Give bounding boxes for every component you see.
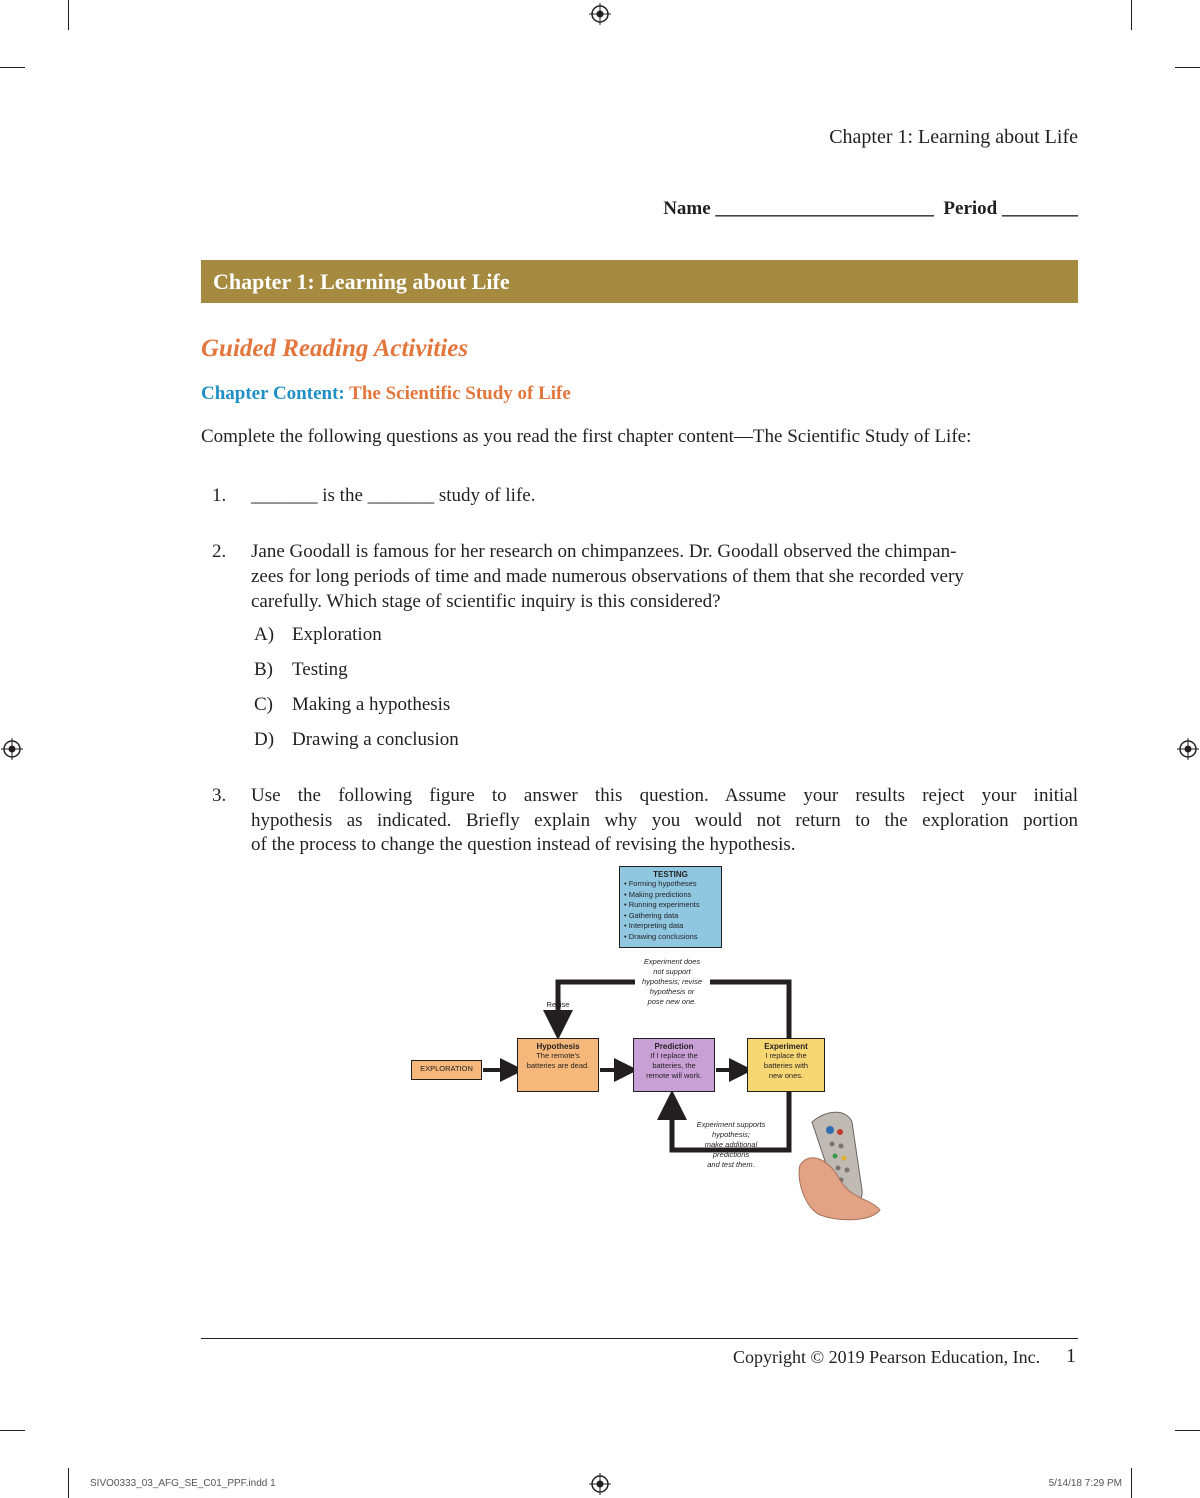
question-number: 3. (212, 785, 227, 806)
testing-item: • Interpreting data (624, 921, 684, 931)
hypothesis-title: Hypothesis (536, 1042, 580, 1051)
prediction-text: If I replace the (650, 1051, 698, 1060)
footer-rule (201, 1338, 1078, 1339)
option-letter[interactable]: B) (254, 659, 273, 680)
question-2-line: carefully. Which stage of scientific inquiry is this considered? (251, 591, 721, 612)
remote-control-icon (799, 1112, 880, 1220)
crop-mark (0, 1430, 25, 1431)
note-line: Experiment supports (696, 1120, 766, 1129)
experiment-box (747, 1038, 825, 1092)
option-text[interactable]: Drawing a conclusion (292, 729, 459, 750)
crop-mark (1175, 67, 1200, 68)
name-period-line[interactable]: Name _______________________ Period ________ (663, 198, 1078, 219)
section-title: Guided Reading Activities (201, 335, 469, 362)
prediction-text: batteries, the (652, 1061, 696, 1070)
chapter-banner (201, 260, 1078, 303)
hypothesis-text: batteries are dead. (526, 1061, 590, 1070)
experiment-text: new ones. (768, 1071, 804, 1080)
hypothesis-text: The remote's (536, 1051, 580, 1060)
crop-mark (1175, 1430, 1200, 1431)
option-text[interactable]: Exploration (292, 624, 382, 645)
note-line: predictions (712, 1150, 750, 1159)
prediction-text: remote will work. (646, 1071, 702, 1080)
instructions: Complete the following questions as you read the first chapter content—The Scientific Study of Life: (201, 426, 972, 447)
question-1-text: _______ is the _______ study of life. (251, 485, 536, 506)
experiment-title: Experiment (764, 1042, 808, 1051)
registration-mark-icon (1, 738, 23, 760)
exploration-box (411, 1060, 482, 1080)
registration-mark-icon (1177, 738, 1199, 760)
hypothesis-box (517, 1038, 599, 1092)
note-line: hypothesis or (649, 987, 695, 996)
question-3-line: Use the following figure to answer this question. Assume your results reject your initial (251, 785, 1078, 806)
option-letter[interactable]: C) (254, 694, 273, 715)
option-text[interactable]: Making a hypothesis (292, 694, 451, 715)
testing-box (619, 866, 722, 948)
crop-mark (1131, 0, 1132, 30)
exploration-label: EXPLORATION (420, 1064, 473, 1073)
option-text[interactable]: Testing (292, 659, 348, 680)
note-line: hypothesis; (712, 1130, 750, 1139)
file-slug: SIVO0333_03_AFG_SE_C01_PPF.indd 1 (90, 1478, 276, 1489)
testing-item: • Drawing conclusions (624, 931, 698, 941)
testing-item: • Forming hypotheses (624, 879, 697, 888)
chapter-content-value: The Scientific Study of Life (349, 383, 571, 404)
testing-item: • Running experiments (624, 900, 700, 910)
note-line: Experiment does (643, 957, 701, 966)
crop-mark (68, 0, 69, 30)
crop-mark (0, 67, 25, 68)
question-3-line: hypothesis as indicated. Briefly explain why you would not return to the exploration portion (251, 810, 1078, 831)
question-number: 2. (212, 541, 227, 562)
copyright: Copyright © 2019 Pearson Education, Inc. (733, 1347, 1041, 1367)
crop-mark (1131, 1468, 1132, 1498)
testing-title: TESTING (653, 870, 688, 879)
note-not-supported (630, 957, 714, 1007)
chapter-content-label: Chapter Content: (201, 383, 345, 404)
experiment-text: batteries with (763, 1061, 809, 1070)
prediction-box (633, 1038, 715, 1092)
chapter-banner-title: Chapter 1: Learning about Life (213, 269, 510, 294)
page-number: 1 (1066, 1345, 1076, 1367)
testing-item: • Making predictions (624, 889, 692, 899)
note-line: hypothesis; revise (641, 977, 703, 986)
chapter-content-line (201, 383, 571, 405)
option-letter[interactable]: A) (254, 624, 275, 645)
question-2-line: zees for long periods of time and made numerous observations of them that she recorded very (251, 566, 964, 587)
registration-mark-icon (589, 3, 611, 25)
registration-mark-icon (589, 1473, 611, 1495)
question-3-line: of the process to change the question instead of revising the hypothesis. (251, 834, 796, 855)
note-line: pose new one. (647, 997, 697, 1006)
note-supported (685, 1120, 777, 1170)
question-2-line: Jane Goodall is famous for her research on chimpanzees. Dr. Goodall observed the chimpan- (251, 541, 957, 562)
note-line: and test them. (707, 1160, 755, 1169)
date-slug: 5/14/18 7:29 PM (1048, 1478, 1122, 1489)
note-line: not support (653, 967, 691, 976)
crop-mark (68, 1468, 69, 1498)
prediction-title: Prediction (654, 1042, 694, 1051)
question-number: 1. (212, 485, 227, 506)
note-line: make additional (704, 1140, 758, 1149)
revise-label: Revise (546, 1000, 570, 1009)
testing-item: • Gathering data (624, 910, 679, 920)
experiment-text: I replace the (765, 1051, 807, 1060)
running-head: Chapter 1: Learning about Life (829, 126, 1078, 148)
option-letter[interactable]: D) (254, 729, 275, 750)
